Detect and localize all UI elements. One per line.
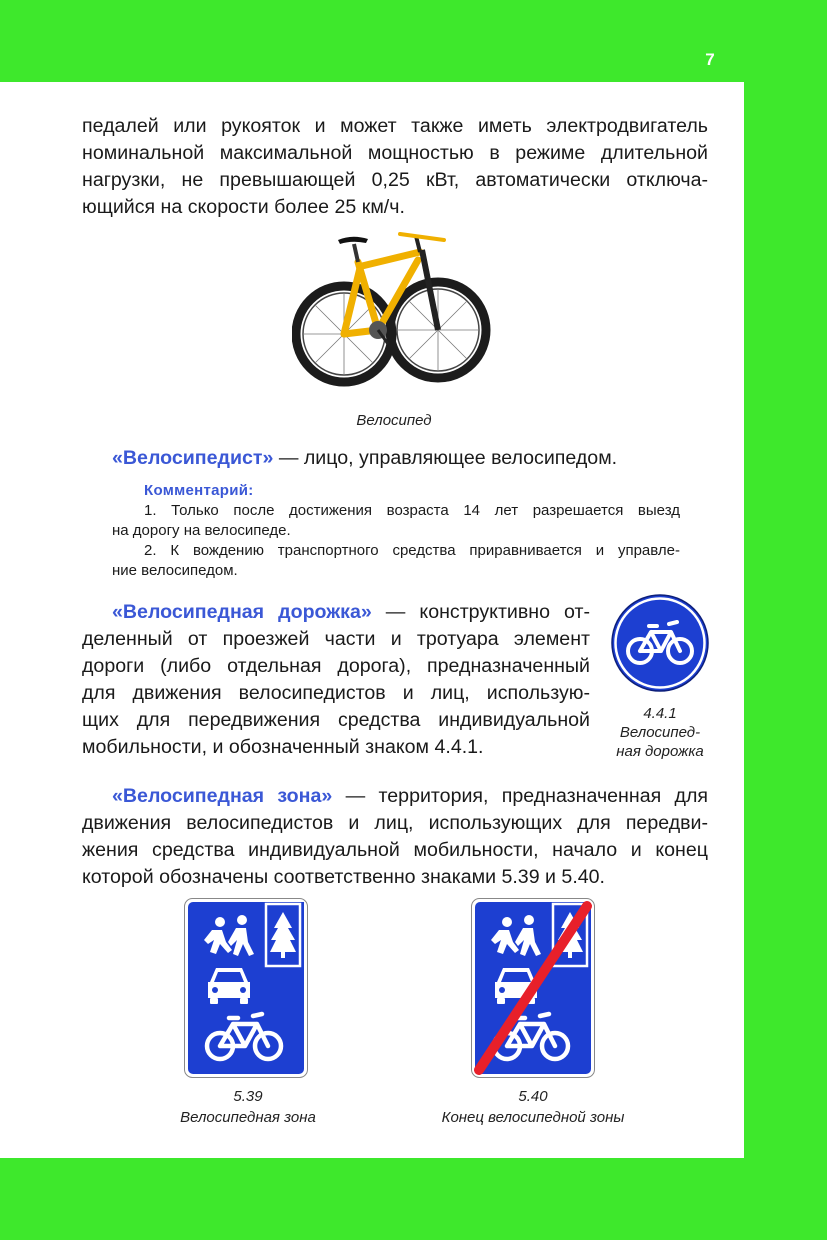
intro-line: номинальной максимальной мощностью в режиме длительной	[82, 142, 708, 164]
intro-line: педалей или рукояток и может также иметь электродвигатель	[82, 115, 708, 137]
sign-5-39-code: 5.39	[233, 1088, 263, 1105]
green-frame-right	[744, 0, 827, 1240]
bike-zone-definition	[82, 783, 708, 891]
intro-paragraph	[82, 113, 708, 221]
bike-path-line	[82, 599, 590, 626]
bike-path-text: — конструктивно от-	[371, 601, 590, 623]
sign-4-4-1-name-line1: Велосипед-	[619, 724, 701, 741]
bike-zone-line: движения велосипедистов и лиц, использующих для передви-	[82, 812, 708, 834]
sign-5-40-caption	[422, 1086, 644, 1128]
intro-line: ющийся на скорости более 25 км/ч.	[82, 196, 405, 218]
comment-block	[112, 481, 680, 581]
page-number: 7	[705, 50, 715, 69]
comment-item-1-line1: 1. Только после достижения возраста 14 лет разрешается выезд	[144, 502, 680, 519]
bike-zone-text: — территория, предназначенная для	[332, 785, 708, 807]
cyclist-text: — лицо, управляющее велосипедом.	[273, 447, 618, 469]
bike-path-line: мобильности, и обозначенный знаком 4.4.1.	[82, 736, 484, 758]
intro-line: нагрузки, не превышающей 0,25 кВт, автоматически отключа-	[82, 169, 708, 191]
bike-zone-term: «Велосипедная зона»	[112, 785, 333, 807]
sign-4-4-1-name-line2: ная дорожка	[616, 743, 704, 760]
cyclist-definition	[112, 445, 617, 472]
green-frame-bottom	[0, 1158, 827, 1240]
cyclist-term: «Велосипедист»	[112, 447, 274, 469]
bike-path-definition	[82, 599, 590, 761]
bike-path-line: для движения велосипедистов и лиц, использую-	[82, 682, 590, 704]
sign-5-40-name: Конец велосипедной зоны	[441, 1109, 625, 1126]
comment-item-2-line1: 2. К вождению транспортного средства приравнивается и управле-	[144, 542, 680, 559]
sign-5-40-code: 5.40	[518, 1088, 548, 1105]
bicycle-zone-end-sign-icon	[471, 898, 595, 1078]
sign-4-4-1-caption	[600, 704, 720, 761]
bike-zone-line: жения средства индивидуальной мобильности, начало и конец	[82, 839, 708, 861]
bike-path-term: «Велосипедная дорожка»	[112, 601, 372, 623]
comment-item-1-line2: на дорогу на велосипеде.	[112, 522, 291, 539]
bike-zone-line	[82, 783, 708, 810]
bicycle-photo	[292, 222, 498, 402]
bicycle-zone-sign-icon	[184, 898, 308, 1078]
sign-5-39-name: Велосипедная зона	[180, 1109, 316, 1126]
sign-4-4-1-code: 4.4.1	[643, 705, 677, 722]
bicycle-sign-icon	[611, 594, 709, 692]
bike-zone-line: которой обозначены соответственно знаками 5.39 и 5.40.	[82, 866, 606, 888]
bike-path-line: деленный от проезжей части и тротуара элемент	[82, 628, 590, 650]
bicycle-caption: Велосипед	[356, 412, 432, 429]
comment-item-2-line2: ние велосипедом.	[112, 562, 238, 579]
bike-path-line: щих для передвижения средства индивидуальной	[82, 709, 590, 731]
comment-title: Комментарий:	[144, 482, 254, 499]
bike-path-line: дороги (либо отдельная дорога), предназначенный	[82, 655, 590, 677]
sign-5-39-caption	[150, 1086, 346, 1128]
